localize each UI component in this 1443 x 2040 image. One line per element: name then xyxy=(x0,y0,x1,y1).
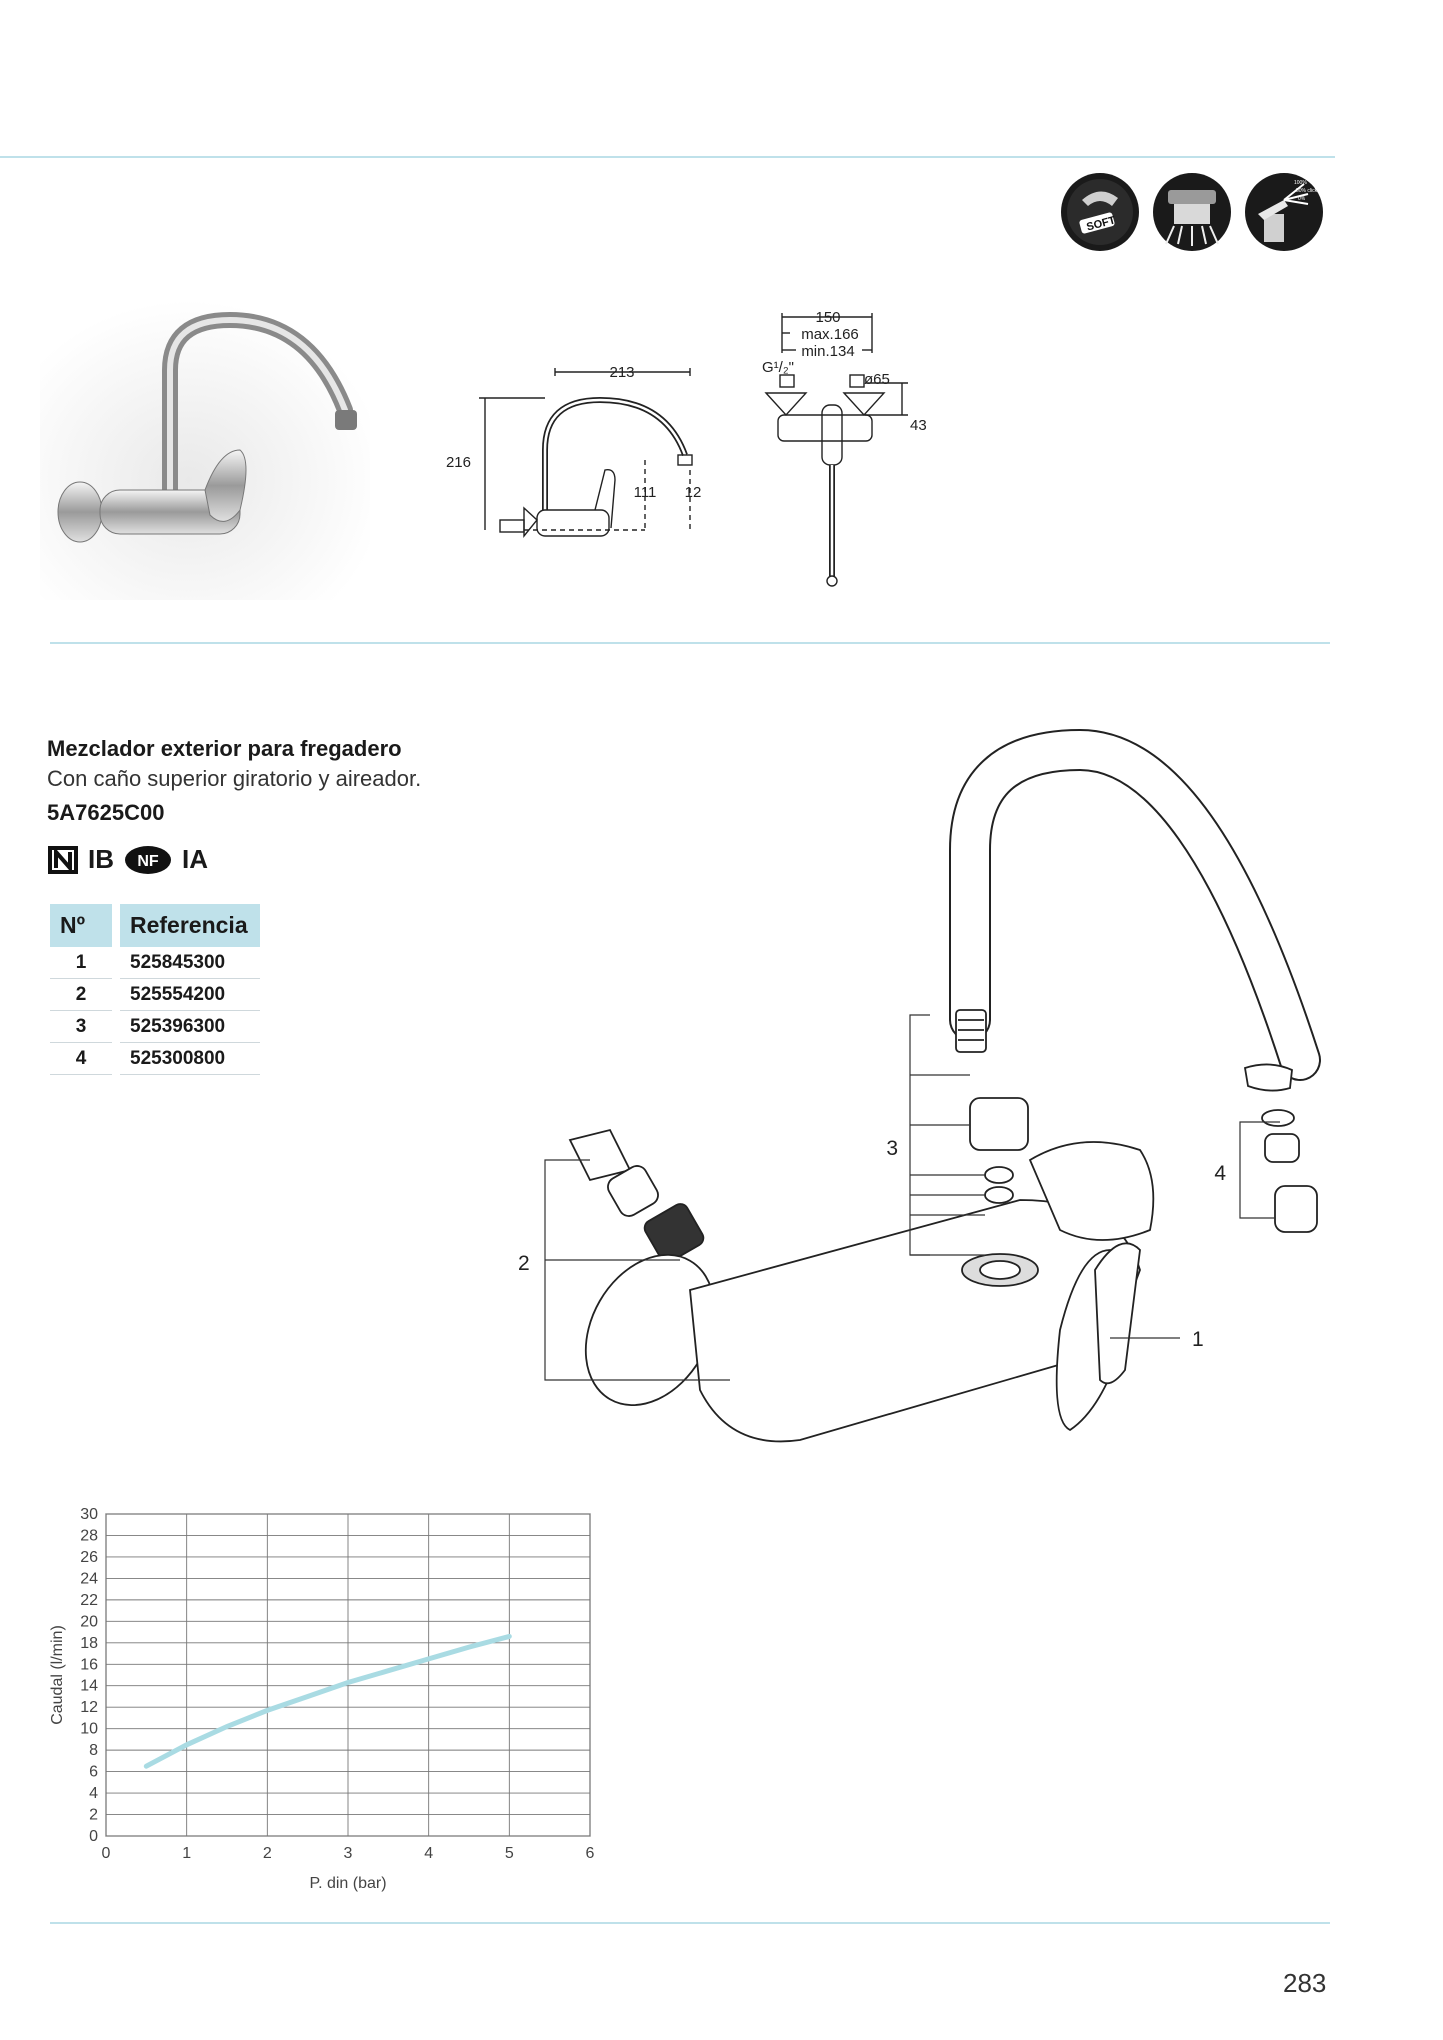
chart-y-tick: 18 xyxy=(80,1634,98,1652)
chart-y-tick: 30 xyxy=(80,1506,98,1523)
callout-1: 1 xyxy=(1192,1328,1204,1351)
chart-series-line xyxy=(146,1636,509,1766)
chart-y-tick: 2 xyxy=(89,1806,98,1824)
svg-text:50% click: 50% click xyxy=(1296,188,1318,194)
row-reference: 525845300 xyxy=(120,947,260,979)
chart-y-tick: 8 xyxy=(89,1742,98,1760)
chart-y-tick: 20 xyxy=(80,1613,98,1631)
table-row xyxy=(50,1011,260,1043)
chart-y-tick: 24 xyxy=(80,1570,98,1588)
row-number: 1 xyxy=(50,947,112,979)
row-reference: 525300800 xyxy=(120,1043,260,1075)
svg-text:216: 216 xyxy=(445,454,471,471)
callout-4: 4 xyxy=(1214,1162,1226,1185)
chart-x-label: P. din (bar) xyxy=(309,1875,387,1892)
certifications xyxy=(48,844,208,875)
bottom-rule xyxy=(50,1922,1330,1924)
chart-y-label: Caudal (l/min) xyxy=(49,1625,66,1725)
product-subtitle: Con caño superior giratorio y aireador. xyxy=(47,766,422,791)
chart-y-tick: 26 xyxy=(80,1548,98,1566)
svg-text:SOFT: SOFT xyxy=(1085,214,1117,234)
table-row xyxy=(50,979,260,1011)
exploded-view xyxy=(500,730,1350,1450)
page-number: 283 xyxy=(1283,1968,1327,1998)
product-code: 5A7625C00 xyxy=(47,800,165,825)
svg-text:ø65: ø65 xyxy=(864,371,890,388)
chart-y-tick: 0 xyxy=(89,1828,98,1845)
svg-text:min.134: min.134 xyxy=(801,343,855,360)
soft-cartridge-icon xyxy=(1061,173,1139,251)
chart-y-tick: 14 xyxy=(80,1677,98,1695)
chart-x-tick: 3 xyxy=(343,1845,353,1862)
row-reference: 525554200 xyxy=(120,979,260,1011)
chart-y-tick: 12 xyxy=(80,1699,98,1717)
dimension-side-view xyxy=(445,360,745,560)
product-photo xyxy=(40,300,370,600)
row-number: 3 xyxy=(50,1011,112,1043)
chart-x-tick: 1 xyxy=(182,1845,192,1862)
callout-3: 3 xyxy=(886,1137,898,1160)
product-title: Mezclador exterior para fregadero xyxy=(47,736,402,761)
middle-rule xyxy=(50,642,1330,644)
flow-chart xyxy=(40,1490,620,1910)
n-mark-icon xyxy=(48,846,78,874)
flow-limiter-icon xyxy=(1245,173,1323,251)
top-rule xyxy=(0,156,1335,158)
table-row xyxy=(50,1043,260,1075)
svg-text:12: 12 xyxy=(684,484,702,501)
chart-y-tick: 22 xyxy=(80,1591,98,1609)
aerator-icon xyxy=(1153,173,1231,251)
dimension-front-view xyxy=(760,305,940,590)
cert-ia: IA xyxy=(182,844,208,874)
feature-icons xyxy=(1060,170,1340,254)
row-number: 4 xyxy=(50,1043,112,1075)
chart-y-tick: 10 xyxy=(80,1720,98,1738)
svg-text:G¹/₂": G¹/₂" xyxy=(762,359,794,376)
chart-x-tick: 0 xyxy=(101,1845,111,1862)
chart-y-tick: 28 xyxy=(80,1527,98,1545)
row-number: 2 xyxy=(50,979,112,1011)
svg-text:NF: NF xyxy=(137,852,159,870)
svg-text:213: 213 xyxy=(609,364,635,381)
svg-text:0%: 0% xyxy=(1298,196,1306,202)
chart-y-tick: 16 xyxy=(80,1656,98,1674)
chart-x-tick: 2 xyxy=(262,1845,272,1862)
parts-table xyxy=(42,904,268,1075)
cert-ib: IB xyxy=(88,844,114,874)
nf-logo-icon xyxy=(124,845,172,875)
header-number: Nº xyxy=(50,904,112,947)
header-reference: Referencia xyxy=(120,904,260,947)
svg-text:111: 111 xyxy=(633,484,657,501)
svg-text:100%: 100% xyxy=(1294,180,1307,186)
svg-text:max.166: max.166 xyxy=(801,326,859,343)
svg-text:150: 150 xyxy=(815,309,841,326)
chart-x-tick: 5 xyxy=(504,1845,514,1862)
svg-text:43: 43 xyxy=(910,417,927,434)
chart-y-tick: 6 xyxy=(89,1763,98,1781)
table-header-row xyxy=(50,904,260,947)
callout-2: 2 xyxy=(518,1252,530,1275)
chart-x-tick: 4 xyxy=(424,1845,434,1862)
table-row xyxy=(50,947,260,979)
chart-y-tick: 4 xyxy=(89,1785,98,1803)
chart-x-tick: 6 xyxy=(585,1845,595,1862)
row-reference: 525396300 xyxy=(120,1011,260,1043)
